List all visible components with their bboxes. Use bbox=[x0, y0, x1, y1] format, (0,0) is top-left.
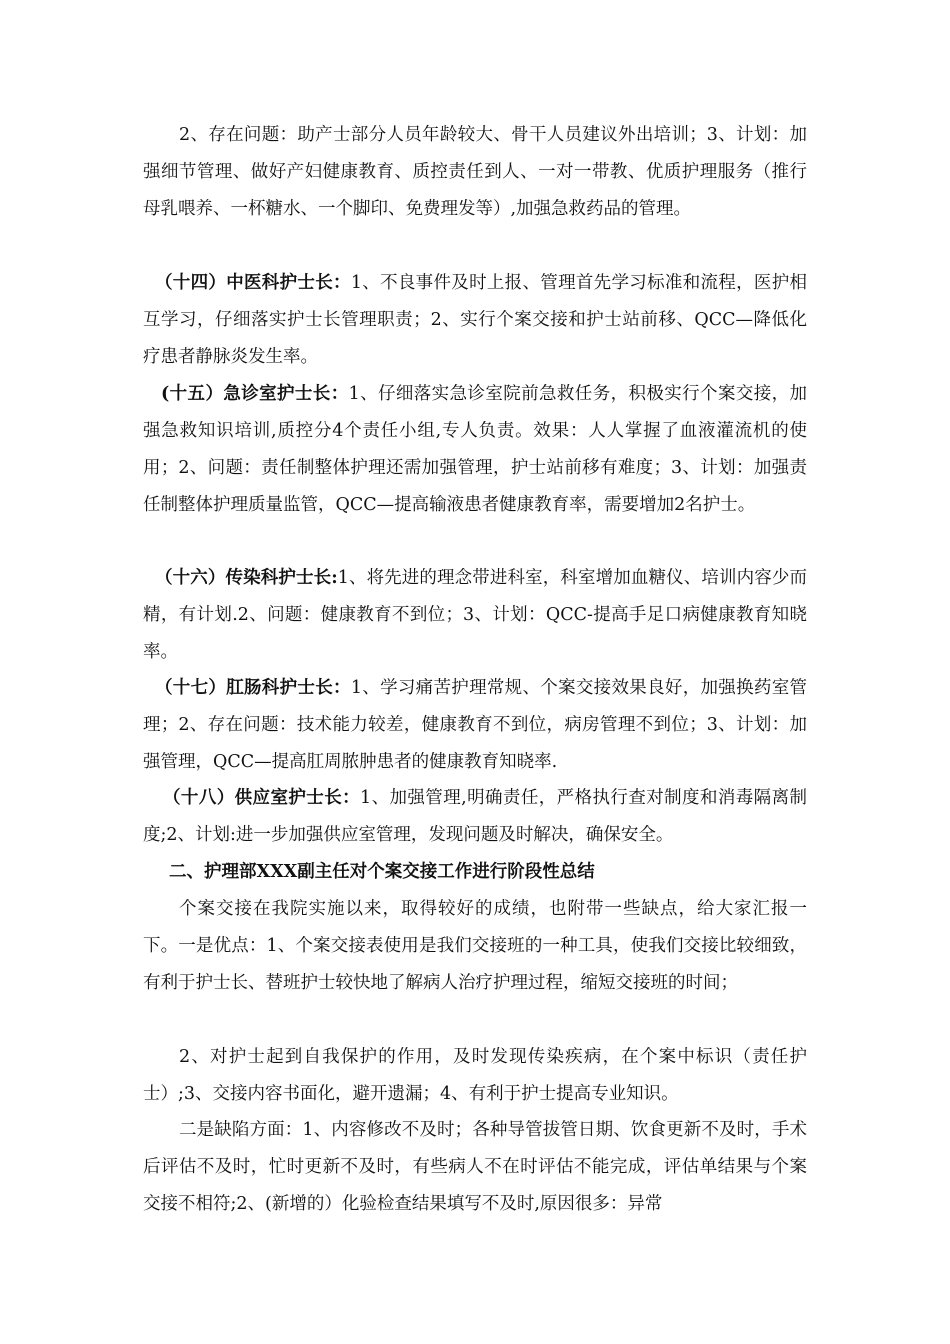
paragraph-gongying-text: 1、加强管理,明确责任，严格执行查对制度和消毒隔离制度;2、计划:进一步加强供应室管理，发现问题及时解决，确保安全。 bbox=[143, 788, 808, 845]
paragraph-gongying-heading: （十八）供应室护士长： bbox=[163, 788, 361, 808]
paragraph-chuanran-heading: （十六）传染科护士长: bbox=[155, 568, 338, 588]
paragraph-1-text: 2、存在问题：助产士部分人员年龄较大、骨干人员建议外出培训；3、计划：加强细节管理、做好产妇健康教育、质控责任到人、一对一带教、优质护理服务（推行母乳喂养、一杯糖水、一个脚印、免费理发等）,加强急救药品的管理。 bbox=[143, 125, 807, 219]
paragraph-gangchang-text: 1、学习痛苦护理常规、个案交接效果良好，加强换药室管理；2、存在问题：技术能力较差，健康教育不到位，病房管理不到位；3、计划：加强管理，QCC—提高肛周脓肿患者的健康教育知晓率. bbox=[143, 678, 808, 772]
paragraph-geanjiaojie-text: 个案交接在我院实施以来，取得较好的成绩，也附带一些缺点，给大家汇报一下。一是优点：1、个案交接表使用是我们交接班的一种工具，使我们交接比较细致，有利于护士长、替班护士较快地了解病人治疗护理过程，缩短交接班的时间； bbox=[143, 899, 807, 993]
paragraph-gangchang-heading: （十七）肛肠科护士长： bbox=[155, 678, 351, 698]
paragraph-1 bbox=[143, 117, 807, 228]
paragraph-quexian bbox=[143, 1112, 807, 1223]
paragraph-geanjiaojie bbox=[143, 891, 807, 1002]
section-heading-2-text: 二、护理部XXX副主任对个案交接工作进行阶段性总结 bbox=[169, 862, 595, 882]
paragraph-gangchang bbox=[143, 670, 807, 781]
paragraph-point-2 bbox=[143, 1039, 807, 1113]
paragraph-jizhen-heading: (十五）急诊室护士长： bbox=[161, 384, 349, 404]
section-heading-2 bbox=[143, 854, 807, 891]
paragraph-zhongyi-text: 1、不良事件及时上报、管理首先学习标准和流程，医护相互学习，仔细落实护士长管理职责；2、实行个案交接和护士站前移、QCC—降低化疗患者静脉炎发生率。 bbox=[143, 273, 808, 367]
paragraph-gongying bbox=[143, 780, 807, 854]
paragraph-point-2-text: 2、对护士起到自我保护的作用，及时发现传染疾病，在个案中标识（责任护士）;3、交接内容书面化，避开遗漏；4、有利于护士提高专业知识。 bbox=[143, 1047, 807, 1104]
paragraph-zhongyi bbox=[143, 265, 807, 376]
paragraph-quexian-text: 二是缺陷方面：1、内容修改不及时；各种导管拔管日期、饮食更新不及时，手术后评估不及时，忙时更新不及时，有些病人不在时评估不能完成，评估单结果与个案交接不相符;2、(新增的）化验检查结果填写不及时,原因很多：异常 bbox=[143, 1120, 807, 1214]
paragraph-jizhen bbox=[143, 376, 807, 524]
paragraph-zhongyi-heading: （十四）中医科护士长： bbox=[155, 273, 351, 293]
paragraph-chuanran-text: 1、将先进的理念带进科室，科室增加血糖仪、培训内容少而精，有计划.2、问题：健康教育不到位；3、计划：QCC-提高手足口病健康教育知晓率。 bbox=[143, 568, 807, 662]
paragraph-jizhen-text: 1、仔细落实急诊室院前急救任务，积极实行个案交接，加强急救知识培训,质控分4个责任小组,专人负责。效果：人人掌握了血液灌流机的使用；2、问题：责任制整体护理还需加强管理，护士站前移有难度；3、计划：加强责任制整体护理质量监管，QCC—提高输液患者健康教育率，需要增加2名护士。 bbox=[143, 384, 808, 515]
paragraph-chuanran bbox=[143, 560, 807, 671]
